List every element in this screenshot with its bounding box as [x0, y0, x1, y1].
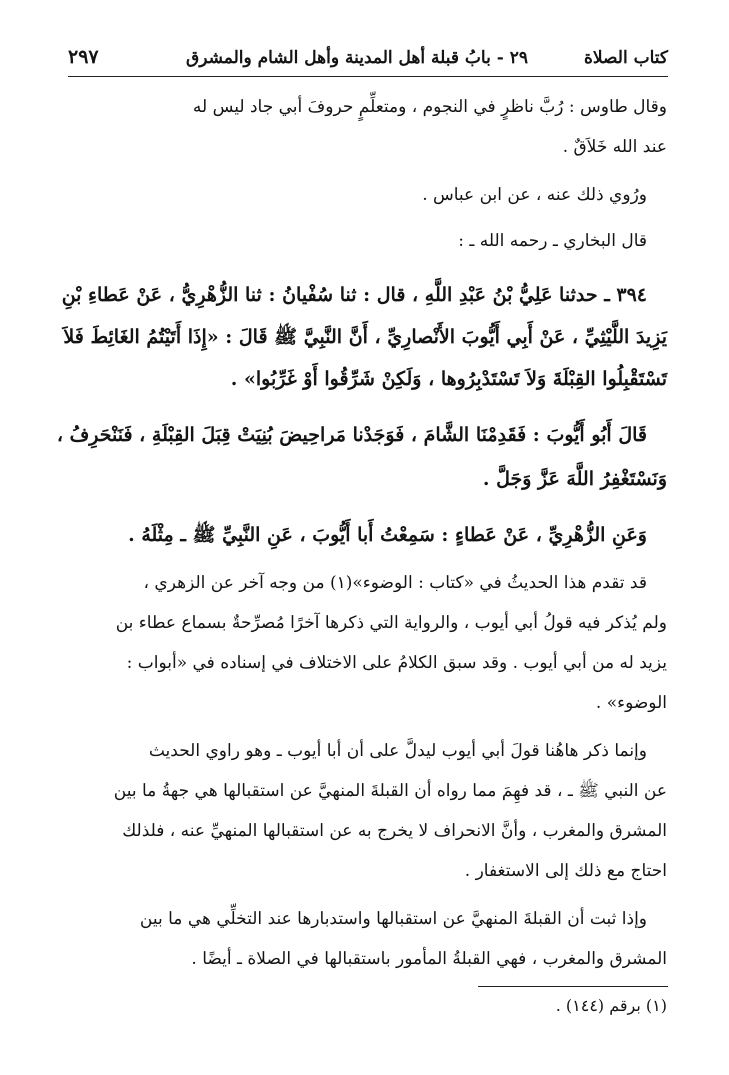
text-line: احتاج مع ذلك إلى الاستغفار . — [464, 861, 667, 881]
text-line: ولم يُذكر فيه قولُ أبي أيوب ، والرواية التي ذكرها آخرًا مُصرِّحةٌ بسماع عطاء بن — [115, 613, 667, 633]
book-title: كتاب الصلاة — [583, 48, 668, 68]
text-line: المشرق والمغرب ، فهي القبلةُ المأمور باستقبالها في الصلاة ـ أيضًا . — [191, 949, 667, 969]
hadith-line: تَسْتَقْبِلُوا القِبْلَةَ وَلاَ تَسْتَدْبِرُوها ، وَلَكِنْ شَرِّقُوا أَوْ غَرِّبُوا» . — [230, 368, 667, 390]
text-line: عن النبي ﷺ ـ ، قد فهِمَ مما رواه أن القبلةَ المنهيَّ عن استقبالها هي جهةُ ما بين — [113, 781, 667, 801]
hadith-line: يَزِيدَ اللَّيْثِيِّ ، عَنْ أَبِي أَيُّوبَ الأَنْصارِيِّ ، أَنَّ النَّبِيَّ ﷺ قَالَ : «إِذَا أَتَيْتُمُ الغَائِطَ فَلاَ — [63, 326, 667, 348]
running-header — [68, 44, 668, 74]
text-line: ورُوي ذلك عنه ، عن ابن عباس . — [422, 185, 647, 205]
footnote: (١) برقم (١٤٤) . — [555, 996, 667, 1015]
text-line: المشرق والمغرب ، وأنَّ الانحراف لا يخرج به عن استقبالها المنهيِّ عنه ، فلذلك — [122, 821, 667, 841]
hadith-line: قَالَ أَبُو أَيُّوبَ : فَقَدِمْنَا الشَّامَ ، فَوَجَدْنا مَراحِيضَ بُنِيَتْ قِبَلَ القِبْلَةِ ، فَنَنْحَرِفُ ، — [56, 424, 647, 446]
text-line: يزيد له من أبي أيوب . وقد سبق الكلامُ على الاختلاف في إسناده في «أبواب : — [126, 653, 667, 673]
text-line: قد تقدم هذا الحديثُ في «كتاب : الوضوء»(١) من وجه آخر عن الزهري ، — [143, 573, 647, 593]
text-line: وإنما ذكر هاهُنا قولَ أبي أيوب ليدلَّ على أن أبا أيوب ـ وهو راوي الحديث — [148, 741, 647, 761]
footnote-rule — [478, 986, 668, 987]
chapter-title: ٢٩ - بابُ قبلة أهل المدينة وأهل الشام والمشرق — [186, 48, 528, 68]
page-number: ٢٩٧ — [68, 46, 99, 68]
header-rule — [68, 76, 668, 77]
text-line: عند الله خَلاَقٌ . — [562, 137, 667, 157]
hadith-line: ٣٩٤ ـ حدثنا عَلِيُّ بْنُ عَبْدِ اللَّهِ ، قال : ثنا سُفْيانُ : ثنا الزُّهْرِيُّ ، عَنْ عَطاءِ بْنِ — [61, 284, 647, 306]
hadith-line: وَنَسْتَغْفِرُ اللَّهَ عَزَّ وَجَلَّ . — [482, 468, 667, 490]
text-line: قال البخاري ـ رحمه الله ـ : — [458, 231, 647, 251]
text-line: وإذا ثبت أن القبلةَ المنهيَّ عن استقبالها واستدبارها عند التخلِّي هي ما بين — [139, 909, 647, 929]
text-line: وقال طاوس : رُبَّ ناظرٍ في النجوم ، ومتعلِّمٍ حروفَ أبي جاد ليس له — [192, 97, 667, 117]
hadith-line: وَعَنِ الزُّهْرِيِّ ، عَنْ عَطاءٍ : سَمِعْتُ أَبا أَيُّوبَ ، عَنِ النَّبِيِّ ﷺ ـ مِثْلَهُ . — [128, 524, 647, 546]
text-line: الوضوء» . — [595, 693, 667, 713]
